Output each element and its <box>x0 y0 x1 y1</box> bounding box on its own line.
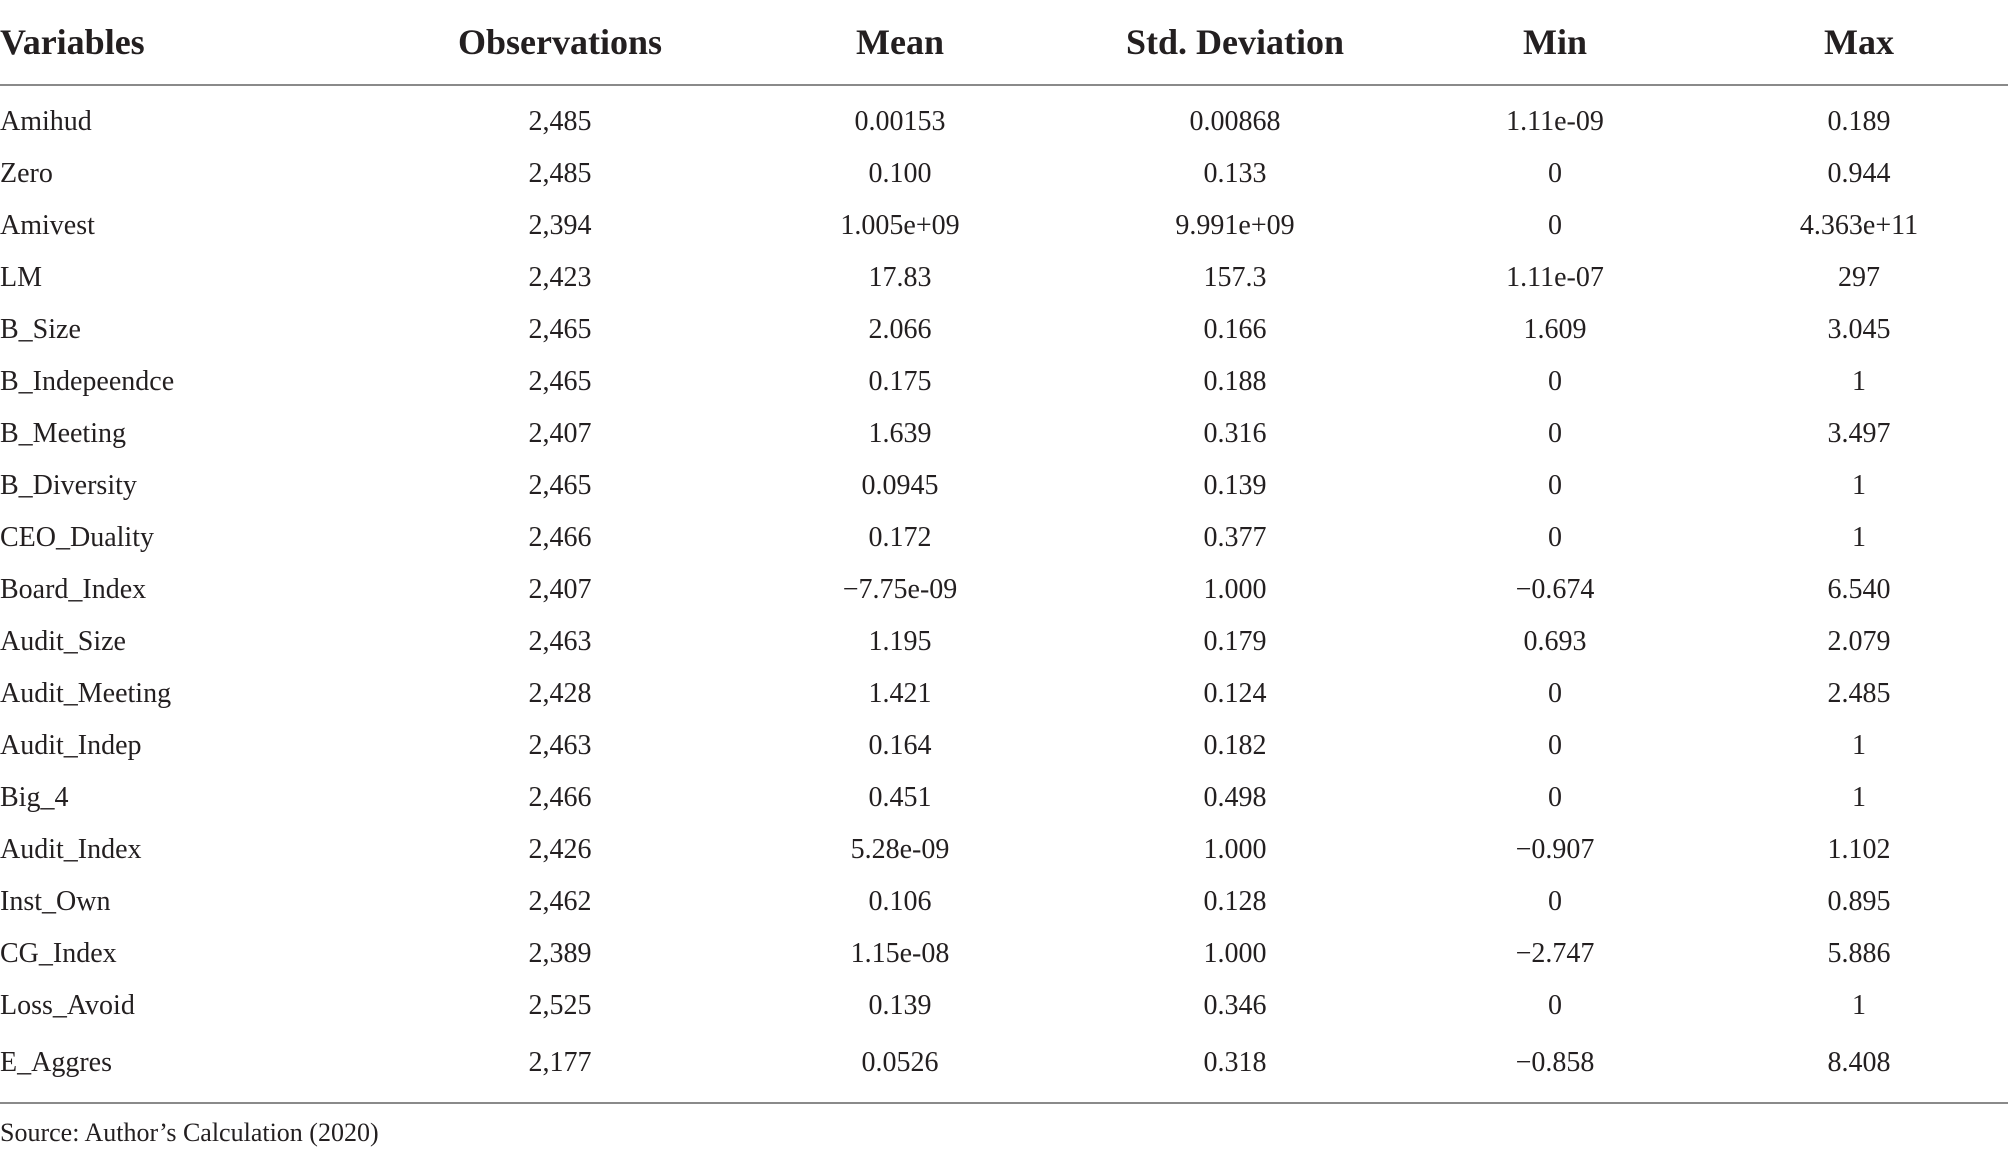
cell-min: 0 <box>1548 366 1562 397</box>
cell-max: 2.079 <box>1827 626 1891 657</box>
cell-max: 0.895 <box>1827 886 1891 917</box>
cell-variable: LM <box>0 262 42 293</box>
cell-observations: 2,426 <box>528 834 592 865</box>
cell-mean: 0.175 <box>868 366 932 397</box>
cell-observations: 2,525 <box>528 990 592 1021</box>
cell-variable: Amivest <box>0 210 95 241</box>
cell-min: 0 <box>1548 782 1562 813</box>
cell-std-deviation: 0.00868 <box>1189 106 1281 137</box>
cell-std-deviation: 0.139 <box>1203 470 1267 501</box>
cell-mean: −7.75e-09 <box>842 574 958 605</box>
cell-min: 1.11e-07 <box>1506 262 1604 293</box>
cell-max: 2.485 <box>1827 678 1891 709</box>
table-row <box>0 252 2008 304</box>
cell-variable: CG_Index <box>0 938 117 969</box>
cell-variable: Loss_Avoid <box>0 990 135 1021</box>
cell-max: 297 <box>1838 262 1880 293</box>
cell-min: 0 <box>1548 522 1562 553</box>
cell-min: −2.747 <box>1515 938 1595 969</box>
cell-std-deviation: 0.498 <box>1203 782 1267 813</box>
cell-std-deviation: 9.991e+09 <box>1175 210 1295 241</box>
cell-mean: 5.28e-09 <box>850 834 950 865</box>
cell-variable: B_Size <box>0 314 81 345</box>
table-row <box>0 720 2008 772</box>
table-row <box>0 1032 2008 1103</box>
cell-min: 0.693 <box>1523 626 1587 657</box>
cell-variable: B_Meeting <box>0 418 126 449</box>
cell-std-deviation: 0.166 <box>1203 314 1267 345</box>
cell-min: 1.609 <box>1523 314 1587 345</box>
table-row <box>0 616 2008 668</box>
cell-variable: Amihud <box>0 106 92 137</box>
cell-mean: 17.83 <box>868 262 932 293</box>
cell-max: 1 <box>1852 366 1866 397</box>
header-variables: Variables <box>0 0 390 85</box>
cell-min: 0 <box>1548 678 1562 709</box>
cell-observations: 2,465 <box>528 470 592 501</box>
table-row <box>0 408 2008 460</box>
cell-variable: Zero <box>0 158 53 189</box>
cell-mean: 0.172 <box>868 522 932 553</box>
cell-std-deviation: 0.128 <box>1203 886 1267 917</box>
cell-mean: 1.005e+09 <box>840 210 960 241</box>
cell-variable: Audit_Size <box>0 626 126 657</box>
cell-variable: Audit_Index <box>0 834 142 865</box>
cell-observations: 2,389 <box>528 938 592 969</box>
cell-mean: 0.106 <box>868 886 932 917</box>
cell-observations: 2,466 <box>528 522 592 553</box>
cell-mean: 0.00153 <box>854 106 946 137</box>
cell-std-deviation: 0.377 <box>1203 522 1267 553</box>
header-mean: Mean <box>730 0 1070 85</box>
table-header <box>0 0 2008 85</box>
table-row <box>0 824 2008 876</box>
table-row <box>0 980 2008 1032</box>
cell-max: 8.408 <box>1710 1032 2008 1103</box>
cell-max: 1 <box>1852 470 1866 501</box>
cell-observations: 2,423 <box>528 262 592 293</box>
cell-max: 6.540 <box>1827 574 1891 605</box>
cell-mean: 1.421 <box>868 678 932 709</box>
cell-min: 0 <box>1548 158 1562 189</box>
cell-mean: 2.066 <box>868 314 932 345</box>
cell-mean: 0.164 <box>868 730 932 761</box>
cell-observations: 2,428 <box>528 678 592 709</box>
cell-mean: 0.0526 <box>730 1032 1070 1103</box>
table-row <box>0 200 2008 252</box>
cell-mean: 0.100 <box>868 158 932 189</box>
cell-max: 5.886 <box>1827 938 1891 969</box>
header-row <box>0 0 2008 85</box>
table-row <box>0 512 2008 564</box>
cell-std-deviation: 0.346 <box>1203 990 1267 1021</box>
cell-variable: E_Aggres <box>0 1032 390 1103</box>
cell-mean: 1.639 <box>868 418 932 449</box>
cell-mean: 1.195 <box>868 626 932 657</box>
cell-min: −0.674 <box>1515 574 1595 605</box>
cell-observations: 2,463 <box>528 730 592 761</box>
source-note: Source: Author’s Calculation (2020) <box>0 1118 379 1147</box>
cell-observations: 2,465 <box>528 314 592 345</box>
cell-std-deviation: 157.3 <box>1203 262 1267 293</box>
cell-min: −0.907 <box>1515 834 1595 865</box>
cell-max: 4.363e+11 <box>1799 210 1919 241</box>
cell-min: 0 <box>1548 730 1562 761</box>
cell-std-deviation: 0.318 <box>1070 1032 1400 1103</box>
cell-min: 0 <box>1548 418 1562 449</box>
table-row <box>0 304 2008 356</box>
cell-max: 1 <box>1852 990 1866 1021</box>
cell-std-deviation: 0.316 <box>1203 418 1267 449</box>
table-row <box>0 668 2008 720</box>
cell-mean: 1.15e-08 <box>850 938 950 969</box>
cell-variable: B_Indepeendce <box>0 366 175 397</box>
cell-variable: B_Diversity <box>0 470 137 501</box>
cell-max: 1.102 <box>1827 834 1891 865</box>
cell-std-deviation: 0.133 <box>1203 158 1267 189</box>
cell-max: 0.944 <box>1827 158 1891 189</box>
cell-min: 0 <box>1548 886 1562 917</box>
cell-std-deviation: 0.188 <box>1203 366 1267 397</box>
table-row <box>0 928 2008 980</box>
cell-observations: 2,485 <box>528 106 592 137</box>
header-min: Min <box>1400 0 1710 85</box>
cell-std-deviation: 1.000 <box>1203 834 1267 865</box>
cell-variable: Audit_Indep <box>0 730 142 761</box>
cell-observations: 2,463 <box>528 626 592 657</box>
cell-observations: 2,394 <box>528 210 592 241</box>
cell-observations: 2,177 <box>390 1032 730 1103</box>
cell-variable: Audit_Meeting <box>0 678 172 709</box>
table-row <box>0 772 2008 824</box>
cell-std-deviation: 0.182 <box>1203 730 1267 761</box>
table-row <box>0 460 2008 512</box>
cell-observations: 2,466 <box>528 782 592 813</box>
cell-observations: 2,462 <box>528 886 592 917</box>
table-row <box>0 148 2008 200</box>
cell-min: 1.11e-09 <box>1506 106 1604 137</box>
cell-mean: 0.139 <box>868 990 932 1021</box>
cell-std-deviation: 0.179 <box>1203 626 1267 657</box>
table-row <box>0 356 2008 408</box>
cell-variable: CEO_Duality <box>0 522 154 553</box>
cell-mean: 0.451 <box>868 782 932 813</box>
cell-std-deviation: 1.000 <box>1203 938 1267 969</box>
cell-std-deviation: 0.124 <box>1203 678 1267 709</box>
cell-variable: Big_4 <box>0 782 69 813</box>
table-row <box>0 564 2008 616</box>
cell-max: 1 <box>1852 782 1866 813</box>
header-max: Max <box>1710 0 2008 85</box>
cell-variable: Inst_Own <box>0 886 111 917</box>
cell-min: −0.858 <box>1400 1032 1710 1103</box>
cell-std-deviation: 1.000 <box>1203 574 1267 605</box>
cell-min: 0 <box>1548 990 1562 1021</box>
cell-max: 3.045 <box>1827 314 1891 345</box>
cell-min: 0 <box>1548 470 1562 501</box>
cell-observations: 2,407 <box>528 574 592 605</box>
cell-max: 1 <box>1852 730 1866 761</box>
header-observations: Observations <box>390 0 730 85</box>
cell-observations: 2,465 <box>528 366 592 397</box>
cell-variable: Board_Index <box>0 574 147 605</box>
header-std-deviation: Std. Deviation <box>1070 0 1400 85</box>
table-row <box>0 85 2008 148</box>
cell-max: 3.497 <box>1827 418 1891 449</box>
table-row <box>0 876 2008 928</box>
cell-observations: 2,407 <box>528 418 592 449</box>
cell-max: 0.189 <box>1827 106 1891 137</box>
cell-min: 0 <box>1548 210 1562 241</box>
cell-max: 1 <box>1852 522 1866 553</box>
cell-observations: 2,485 <box>528 158 592 189</box>
cell-mean: 0.0945 <box>861 470 939 501</box>
table-body <box>0 85 2008 1103</box>
